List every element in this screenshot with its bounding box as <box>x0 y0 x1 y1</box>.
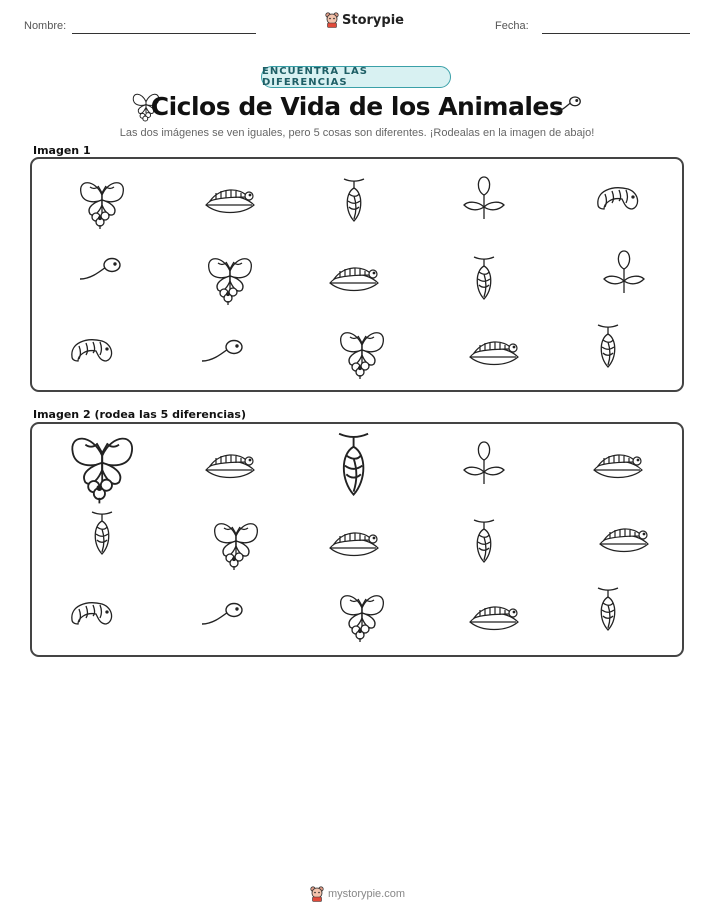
image1-label: Imagen 1 <box>33 144 91 157</box>
sprout-icon <box>596 245 652 301</box>
caterpillar-on-leaf-icon[interactable] <box>590 436 646 492</box>
larva-icon <box>590 171 646 227</box>
caterpillar-on-leaf-icon <box>202 171 258 227</box>
name-label: Nombre: <box>24 20 67 32</box>
brand-name: Storypie <box>342 12 404 28</box>
chrysalis-icon[interactable] <box>313 425 394 506</box>
butterfly-icon[interactable] <box>63 425 141 503</box>
butterfly-icon[interactable] <box>334 586 390 642</box>
tadpole-icon <box>74 241 130 297</box>
butterfly-icon <box>334 323 390 379</box>
larva-icon[interactable] <box>64 586 120 642</box>
caterpillar-on-leaf-icon[interactable] <box>326 514 382 570</box>
instructions-text: Las dos imágenes se ven iguales, pero 5 cosas son diferentes. ¡Rodealas en la imagen de abajo! <box>119 127 595 139</box>
caterpillar-on-leaf-icon[interactable] <box>202 436 258 492</box>
chrysalis-icon[interactable] <box>74 506 130 562</box>
name-field[interactable] <box>72 33 256 34</box>
caterpillar-on-leaf-icon[interactable] <box>466 588 522 644</box>
image2-label: Imagen 2 (rodea las 5 diferencias) <box>33 408 247 421</box>
chrysalis-icon[interactable] <box>456 514 512 570</box>
butterfly-icon[interactable] <box>208 514 264 570</box>
sprout-icon[interactable] <box>456 436 512 492</box>
page-title: Ciclos de Vida de los Animales <box>150 92 564 121</box>
tadpole-icon <box>196 323 252 379</box>
tadpole-icon[interactable] <box>196 586 252 642</box>
tadpole-icon <box>554 95 582 117</box>
date-field[interactable] <box>542 33 690 34</box>
caterpillar-on-leaf-icon <box>326 249 382 305</box>
footer-site: mystorypie.com <box>328 888 406 900</box>
butterfly-icon <box>74 173 130 229</box>
sprout-icon <box>456 171 512 227</box>
caterpillar-on-leaf-icon[interactable] <box>596 510 652 566</box>
brand-logo <box>325 12 404 28</box>
caterpillar-on-leaf-icon <box>466 323 522 379</box>
chrysalis-icon <box>326 173 382 229</box>
chrysalis-icon <box>456 251 512 307</box>
date-label: Fecha: <box>495 20 529 32</box>
bear-icon <box>325 12 339 28</box>
footer <box>310 886 405 902</box>
chrysalis-icon <box>580 319 636 375</box>
chrysalis-icon[interactable] <box>580 582 636 638</box>
image1-panel <box>30 157 684 392</box>
bear-icon <box>310 886 324 902</box>
image2-panel[interactable] <box>30 422 684 657</box>
butterfly-icon <box>202 249 258 305</box>
worksheet-badge: ENCUENTRA LAS DIFERENCIAS <box>261 66 451 88</box>
larva-icon <box>64 323 120 379</box>
